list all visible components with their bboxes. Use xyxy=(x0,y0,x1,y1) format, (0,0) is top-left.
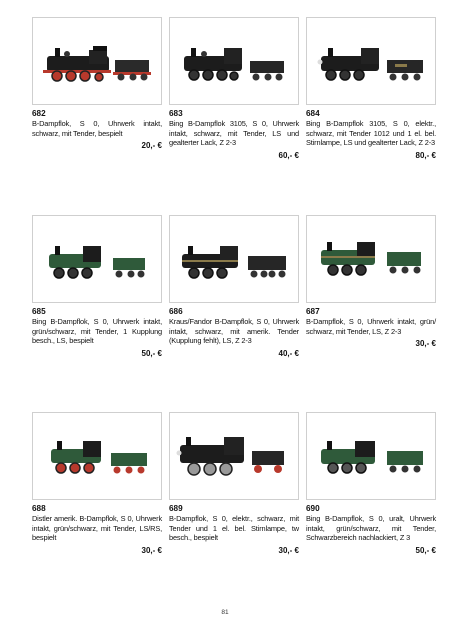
locomotive-image xyxy=(307,18,435,104)
locomotive-image xyxy=(33,413,161,499)
locomotive-image xyxy=(170,18,298,104)
locomotive-image xyxy=(33,18,161,104)
lot-photo[interactable] xyxy=(306,17,436,105)
lot-photo[interactable] xyxy=(32,215,162,303)
lot-number: 690 xyxy=(306,504,320,513)
lot-description: B-Dampflok, S 0, Uhrwerk intakt, grün/ schwarz, mit Tender, LS, Z 2-3 xyxy=(306,317,436,336)
locomotive-image xyxy=(307,216,435,302)
lot-photo[interactable] xyxy=(306,215,436,303)
lot-690 xyxy=(306,412,436,556)
locomotive-image xyxy=(170,413,298,499)
lot-price: 50,- € xyxy=(141,348,162,358)
lot-price: 50,- € xyxy=(415,545,436,555)
lot-photo[interactable] xyxy=(306,412,436,500)
lot-number: 686 xyxy=(169,307,183,316)
lot-description: B-Dampflok, S 0, Uhrwerk intakt, schwarz, mit Tender, bespielt xyxy=(32,119,162,138)
lot-description: Bing B-Dampflok 3105, S 0, elektr., schwarz, mit Tender 1012 und 1 el. bel. Stirnlampe, LS und gealterter Lack, Z 2-3 xyxy=(306,119,436,148)
lot-description: Bing B-Dampflok, S 0, uralt, Uhrwerk intakt, grün/schwarz, mit Tender, Schwarzbereich nachlackiert, Z 3 xyxy=(306,514,436,543)
lot-photo[interactable] xyxy=(169,215,299,303)
lot-687 xyxy=(306,215,436,349)
lot-number: 684 xyxy=(306,109,320,118)
lot-price: 30,- € xyxy=(415,339,436,349)
lot-682 xyxy=(32,17,162,151)
lot-number: 689 xyxy=(169,504,183,513)
locomotive-image xyxy=(170,216,298,302)
lot-photo[interactable] xyxy=(32,412,162,500)
lot-description: Distler amerik. B-Dampflok, S 0, Uhrwerk intakt, grün/schwarz, mit Tender, LS/RS, bespielt xyxy=(32,514,162,543)
lot-684 xyxy=(306,17,436,161)
page-number: 81 xyxy=(221,609,229,616)
lot-description: Bing B-Dampflok, S 0, Uhrwerk intakt, grün/schwarz, mit Tender, 1 Kupplung besch., LS, bespielt xyxy=(32,317,162,346)
lot-description: Kraus/Fandor B-Dampflok, S 0, Uhrwerk intakt, schwarz, mit amerik. Tender (Kupplung fehlt), LS, Z 2-3 xyxy=(169,317,299,346)
locomotive-image xyxy=(33,216,161,302)
lot-689 xyxy=(169,412,299,556)
lot-price: 30,- € xyxy=(278,545,299,555)
lot-price: 60,- € xyxy=(278,150,299,160)
lot-description: Bing B-Dampflok 3105, S 0, Uhrwerk intakt, schwarz, mit Tender, LS und gealterter Lack, Z 2-3 xyxy=(169,119,299,148)
lot-photo[interactable] xyxy=(169,17,299,105)
lot-photo[interactable] xyxy=(169,412,299,500)
lot-number: 682 xyxy=(32,109,46,118)
lot-price: 40,- € xyxy=(278,348,299,358)
lot-price: 30,- € xyxy=(141,545,162,555)
lot-price: 20,- € xyxy=(141,141,162,151)
lot-685 xyxy=(32,215,162,359)
lot-688 xyxy=(32,412,162,556)
locomotive-image xyxy=(307,413,435,499)
lot-number: 688 xyxy=(32,504,46,513)
lot-description: B-Dampflok, S 0, elektr., schwarz, mit Tender und 1 el. bel. Stirnlampe, tw besch., bespielt xyxy=(169,514,299,543)
lot-price: 80,- € xyxy=(415,150,436,160)
lot-number: 685 xyxy=(32,307,46,316)
lot-686 xyxy=(169,215,299,359)
lot-number: 683 xyxy=(169,109,183,118)
lot-photo[interactable] xyxy=(32,17,162,105)
lot-683 xyxy=(169,17,299,161)
lot-number: 687 xyxy=(306,307,320,316)
